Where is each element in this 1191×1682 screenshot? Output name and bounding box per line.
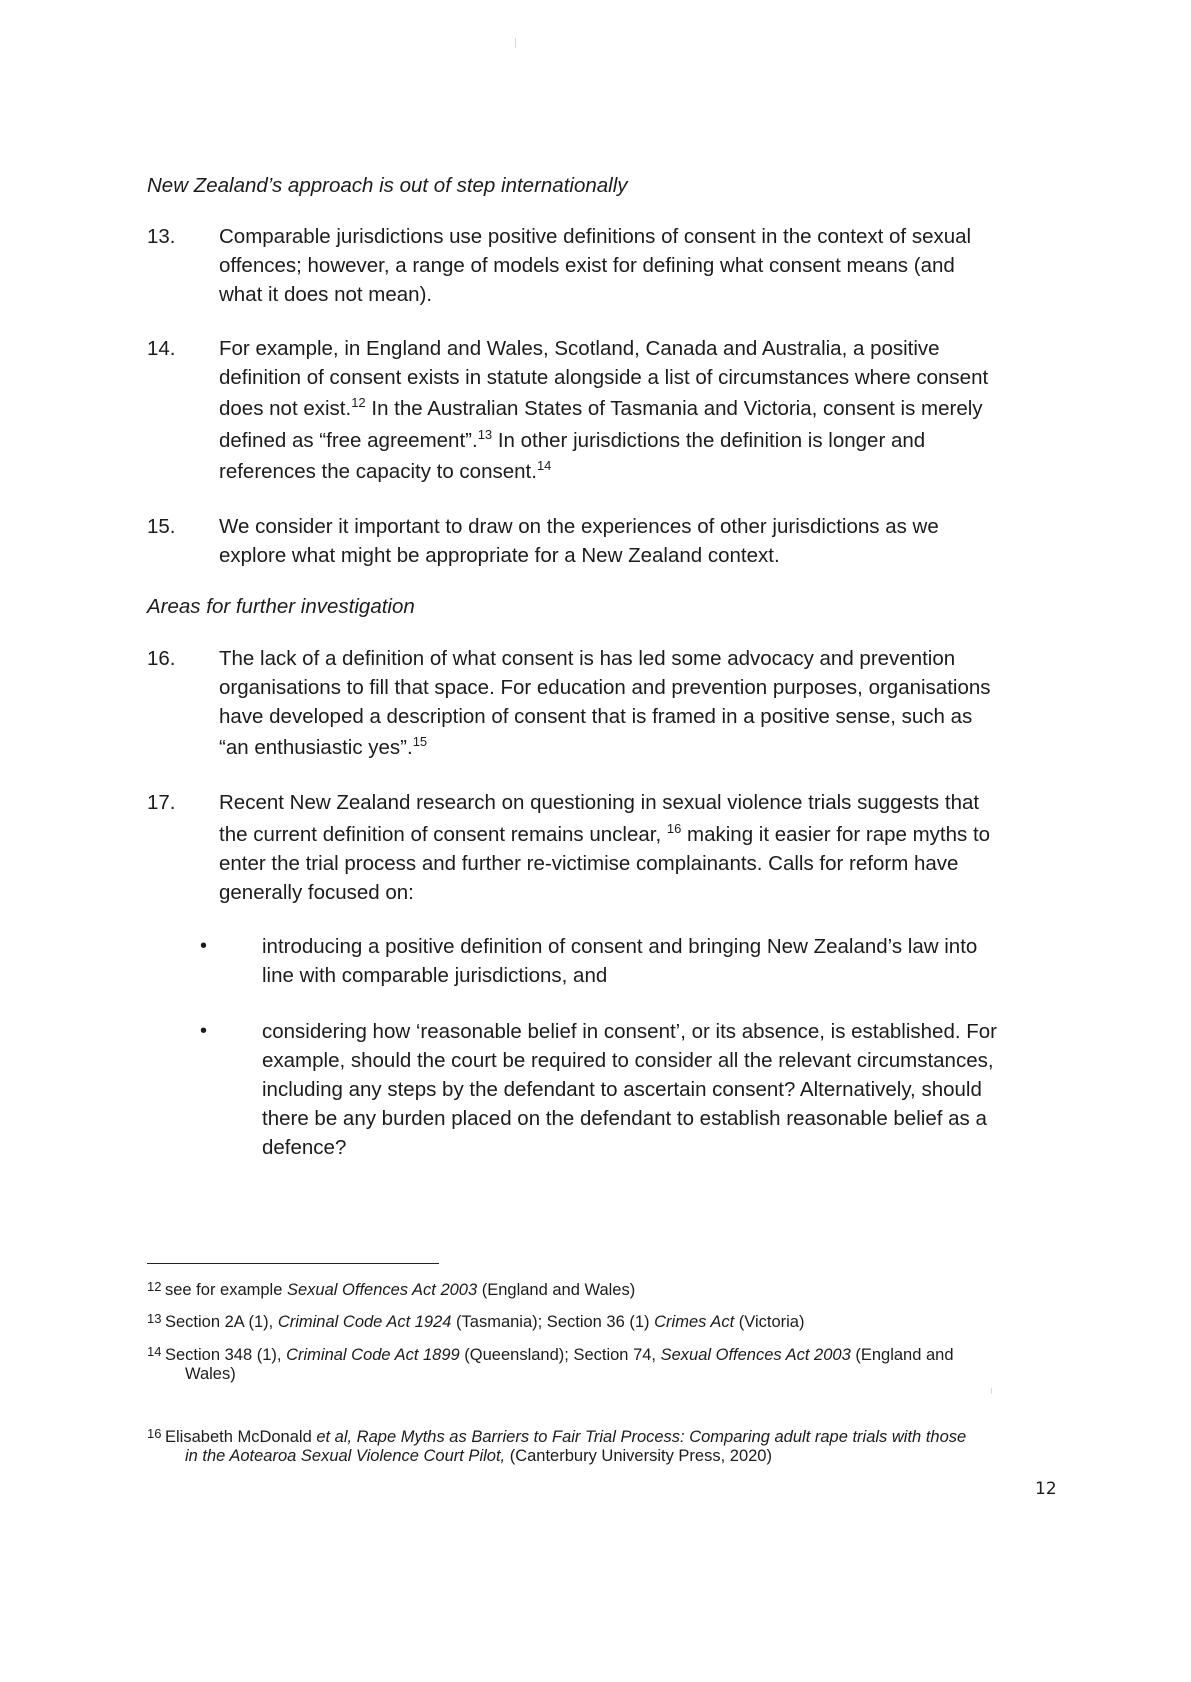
bullet-icon: • bbox=[200, 935, 208, 957]
bullet-line: defence? bbox=[262, 1136, 347, 1159]
bullet-icon: • bbox=[200, 1020, 208, 1042]
scan-mark bbox=[515, 38, 516, 48]
paragraph-line: “an enthusiastic yes”.$^{15}$ bbox=[219, 734, 428, 759]
paragraph-line: the current definition of consent remains unclear, $^{16}$ making it easier for rape myths to bbox=[219, 821, 991, 846]
paragraph-line: The lack of a definition of what consent is has led some advocacy and prevention bbox=[219, 647, 956, 670]
paragraph-line: definition of consent exists in statute alongside a list of circumstances where consent bbox=[219, 366, 989, 389]
paragraph-line: explore what might be appropriate for a New Zealand context. bbox=[219, 544, 780, 567]
paragraph-line: enter the trial process and further re-victimise complainants. Calls for reform have bbox=[219, 852, 959, 875]
paragraph-line: We consider it important to draw on the experiences of other jurisdictions as we bbox=[219, 515, 939, 538]
paragraph-number: 14. bbox=[147, 337, 176, 360]
paragraph-number: 13. bbox=[147, 225, 176, 248]
bullet-line: example, should the court be required to consider all the relevant circumstances, bbox=[262, 1049, 994, 1072]
footnote-separator bbox=[147, 1263, 439, 1264]
bullet-line: considering how ‘reasonable belief in consent’, or its absence, is established. For bbox=[262, 1020, 997, 1043]
page-number: 12 bbox=[1035, 1479, 1057, 1499]
footnote-ref-12[interactable]: 12 bbox=[351, 395, 366, 410]
paragraph-line: have developed a description of consent that is framed in a positive sense, such as bbox=[219, 705, 973, 728]
paragraph-number: 17. bbox=[147, 791, 176, 814]
section-heading-international: New Zealand’s approach is out of step internationally bbox=[147, 174, 628, 197]
paragraph-number: 15. bbox=[147, 515, 176, 538]
footnote-ref-14[interactable]: 14 bbox=[536, 458, 552, 473]
paragraph-line: references the capacity to consent.$^{14}$ bbox=[219, 458, 552, 483]
paragraph-line: does not exist.$^{12}$ In the Australian States of Tasmania and Victoria, consent is merely bbox=[219, 395, 983, 420]
paragraph-number: 16. bbox=[147, 647, 176, 670]
bullet-line: line with comparable jurisdictions, and bbox=[262, 964, 608, 987]
footnote-ref-13[interactable]: 13 bbox=[477, 427, 493, 442]
bullet-line: there be any burden placed on the defendant to establish reasonable belief as a bbox=[262, 1107, 987, 1130]
footnote-ref-16[interactable]: 16 bbox=[666, 821, 682, 836]
paragraph-line: defined as “free agreement”.$^{13}$ In other jurisdictions the definition is longer and bbox=[219, 427, 926, 452]
footnote-ref-15[interactable]: 15 bbox=[412, 734, 428, 749]
section-heading-further-investigation: Areas for further investigation bbox=[147, 595, 415, 618]
footnote-number: 13 bbox=[147, 1311, 162, 1326]
paragraph-line: what it does not mean). bbox=[219, 283, 433, 306]
paragraph-line: For example, in England and Wales, Scotland, Canada and Australia, a positive bbox=[219, 337, 940, 360]
paragraph-line: organisations to fill that space. For education and prevention purposes, organisations bbox=[219, 676, 991, 699]
document-page: New Zealand’s approach is out of step internationally 13. Comparable jurisdictions use positive definitions of consent in the context of sexual offences; however, a range of models exist for defining what consent means (and what it does not mean). 14. For example, in England and Wales, Scotland, Canada and Australia, a positive definition of consent exists in statute alongside a list of circumstances where consent does not exist.$^{12}$ In the Australian States of Tasmania and Victoria, consent is merely defined as “free agreement”.$^{13}$ In other jurisdictions the definition is longer and references the capacity to consent.$^{14}$ 15. We consider it important to draw on the experiences of other jurisdictions as we explore what might be appropriate for a New Zealand context. Areas for further investigation 16. The lack of a definition of what consent is has led some advocacy and prevention organisations to fill that space. For education and prevention purposes, organisations have developed a description of consent that is framed in a positive sense, such as “an enthusiastic yes”.$^{15}$ 17. Recent New Zealand research on questioning in sexual violence trials suggests that the current definition of consent remains unclear, $^{16}$ making it easier for rape myths to enter the trial process and further re-victimise complainants. Calls for reform have generally focused on: • introducing a positive definition of consent and bringing New Zealand’s law into line with comparable jurisdictions, and • considering how ‘reasonable belief in consent’, or its absence, is established. For example, should the court be required to consider all the relevant circumstances, including any steps by the defendant to ascertain consent? Alternatively, should there be any burden placed on the defendant to establish reasonable belief as a defence? 12 see for example Sexual Offences Act 2003 (England and Wales) 13 Section 2A (1), Criminal Code Act 1924 (Tasmania); Section 36 (1) Crimes Act (Victoria) 14 Section 348 (1), Criminal Code Act 1899 (Queensland); Section 74, Sexual Offences Act 2003 (England and Wales) 16 Elisabeth McDonald et al, Rape Myths as Barriers to Fair Trial Process: Comparing adult rape trials with those in the Aotearoa Sexual Violence Court Pilot, (Canterbury University Press, 2020) 12 bbox=[0, 0, 1191, 1682]
paragraph-line: Comparable jurisdictions use positive definitions of consent in the context of sexual bbox=[219, 225, 972, 248]
footnote-number: 12 bbox=[147, 1279, 162, 1294]
paragraph-line: Recent New Zealand research on questioning in sexual violence trials suggests that bbox=[219, 791, 980, 814]
bullet-line: including any steps by the defendant to ascertain consent? Alternatively, should bbox=[262, 1078, 982, 1101]
paragraph-line: generally focused on: bbox=[219, 881, 414, 904]
paragraph-line: offences; however, a range of models exist for defining what consent means (and bbox=[219, 254, 955, 277]
bullet-line: introducing a positive definition of consent and bringing New Zealand’s law into bbox=[262, 935, 978, 958]
scan-mark bbox=[991, 1388, 992, 1394]
footnote-number: 16 bbox=[147, 1426, 162, 1441]
footnote-number: 14 bbox=[147, 1344, 162, 1359]
